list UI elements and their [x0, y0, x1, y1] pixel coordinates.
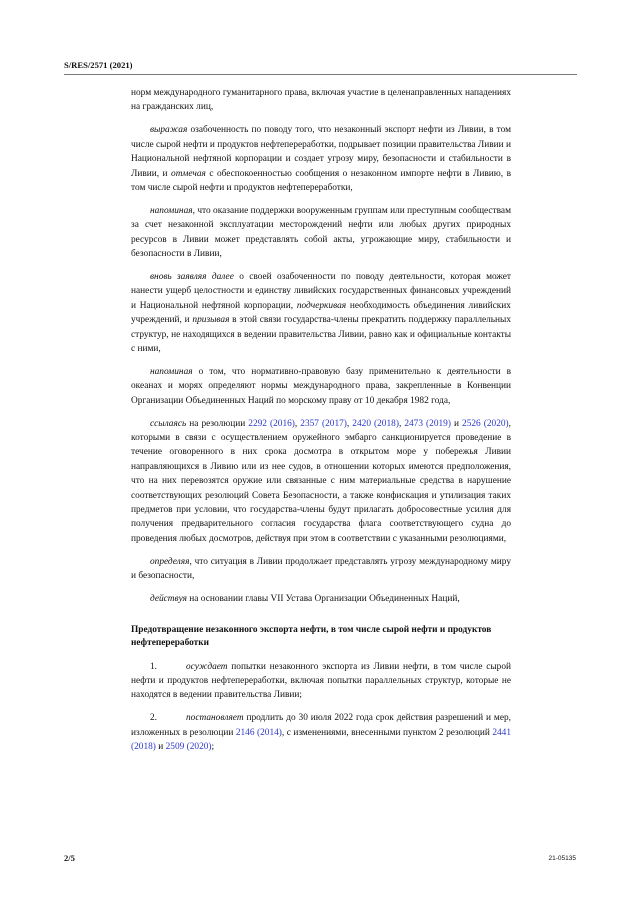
resolution-link[interactable]: 2357 (2017) — [300, 418, 347, 429]
keyword: напоминая — [150, 205, 193, 216]
separator: , — [346, 418, 353, 429]
keyword: ссылаясь — [150, 418, 187, 429]
resolution-link[interactable]: 2509 (2020) — [165, 742, 212, 753]
paragraph-text: в этой связи государства-члены прекратить поддержку параллельных структур, не находящихся в ведении правительства Ливии, равно как и официальные контакты с ними, — [131, 315, 512, 354]
preamble-paragraph-expressing — [131, 123, 511, 195]
keyword: напоминая — [150, 366, 193, 377]
paragraph-text: необходимость объединения ливийских учреждений, и — [131, 300, 511, 326]
keyword: определяя — [150, 556, 190, 567]
keyword: призывая — [192, 315, 230, 326]
paragraph-text: озабоченность по поводу того, что незаконный экспорт нефти из Ливии, в том числе сырой нефти и продуктов нефтепереработки, подрывает позиции правительства Ливии и Национальной нефтяной корпорации и создает угрозу миру, безопасности и стабильности в Ливии, и — [131, 125, 511, 179]
paragraph-continuation — [131, 86, 511, 115]
preamble-paragraph-reiterating — [131, 270, 511, 356]
paragraph-text: , которыми в связи с осуществлением оружейного эмбарго санкционируется проведение в течение оговоренного в них срока досмотра в открытом море у побережья Ливии направляющихся в Ливию или из нее судов, в отношении которых имеются предположения, что на них перевозятся оружие или связанные с ним материальные средства в нарушение соответствующих резолюций Совета Безопасности, а также конфискация и утилизация таких предметов при условии, что государства-члены будут прилагать добросовестные усилия для получения предварительного согласия государства флага соответствующего судна до проведения любых досмотров, действуя при этом в соответствии с указанными резолюциями, — [131, 418, 512, 544]
paragraph-number: 2. — [150, 713, 158, 724]
keyword: вновь заявляя далее — [150, 271, 234, 282]
paragraph-text: , что оказание поддержки вооруженным группам или преступным сообществам за счет незаконной эксплуатации месторождений нефти или любых других природных ресурсов в Ливии может представлять собой акты, угрожающие миру, стабильности и безопасности в Ливии, — [131, 205, 511, 260]
keyword: отмечая — [171, 168, 206, 179]
keyword: постановляет — [186, 713, 244, 724]
paragraph-text: о своей озабоченности по поводу деятельности, которая может нанести ущерб целостности и единству ливийских государственных финансовых учреждений и Национальной нефтяной корпорации, — [131, 271, 511, 311]
resolution-link[interactable]: 2146 (2014) — [235, 727, 282, 738]
resolution-link[interactable]: 2420 (2018) — [352, 418, 399, 429]
preamble-paragraph-recalling — [131, 204, 511, 262]
conjunction: и — [155, 742, 166, 753]
operative-paragraph-1 — [131, 660, 511, 703]
keyword: выражая — [150, 125, 188, 136]
paragraph-text: на резолюции — [186, 418, 249, 429]
header-rule — [64, 74, 577, 75]
paragraph-text: ; — [211, 742, 215, 753]
resolution-link[interactable]: 2473 (2019) — [404, 418, 451, 429]
separator: , — [294, 418, 301, 429]
document-body — [131, 86, 511, 763]
paragraph-text: попытки незаконного экспорта из Ливии нефти, в том числе сырой нефти и продуктов нефтепереработки, включая попытки параллельных структур, которые не находятся в ведении правительства Ливии; — [131, 661, 511, 701]
paragraph-text: продлить до 30 июля 2022 года срок действия разрешений и мер, изложенных в резолюции — [131, 713, 511, 738]
paragraph-text: норм международного гуманитарного права, включая участие в целенаправленных нападениях на гражданских лиц, — [131, 88, 511, 113]
paragraph-text: с обеспокоенностью сообщения о незаконном импорте нефти в Ливию, в том числе сырой нефти и продуктов нефтепереработки, — [131, 168, 511, 193]
preamble-paragraph-determining — [131, 555, 511, 584]
keyword: осуждает — [186, 661, 228, 672]
paragraph-text: о том, что нормативно-правовую базу применительно к деятельности в океанах и морях определяют нормы международного права, закрепленные в Конвенции Организации Объединенных Наций по морскому праву от 10 декабря 1982 года, — [131, 366, 511, 406]
preamble-paragraph-acting — [131, 592, 511, 606]
resolution-link[interactable]: 2526 (2020) — [462, 418, 509, 429]
section-heading: Предотвращение незаконного экспорта нефти, в том числе сырой нефти и продуктов нефтепереработки — [131, 624, 492, 648]
conjunction: и — [450, 418, 463, 429]
operative-paragraph-2 — [131, 711, 511, 754]
keyword: действуя — [150, 594, 187, 605]
paragraph-text: , что ситуация в Ливии продолжает представлять угрозу международному миру и безопасности, — [131, 556, 511, 582]
paragraph-text: на основании главы VII Устава Организации Объединенных Наций, — [186, 594, 460, 605]
document-symbol: S/RES/2571 (2021) — [64, 60, 133, 70]
paragraph-number: 1. — [150, 661, 158, 672]
document-id: 21-05135 — [548, 855, 576, 862]
keyword: подчеркивая — [296, 300, 347, 311]
separator: , — [398, 418, 405, 429]
preamble-paragraph-referring — [131, 417, 511, 547]
page-number: 2/5 — [64, 853, 75, 863]
resolution-link[interactable]: 2441 (2018) — [131, 727, 511, 753]
paragraph-text: , с изменениями, внесенными пунктом 2 резолюций — [281, 727, 493, 738]
preamble-paragraph-recalling-law — [131, 365, 511, 408]
resolution-link[interactable]: 2292 (2016) — [248, 418, 295, 429]
